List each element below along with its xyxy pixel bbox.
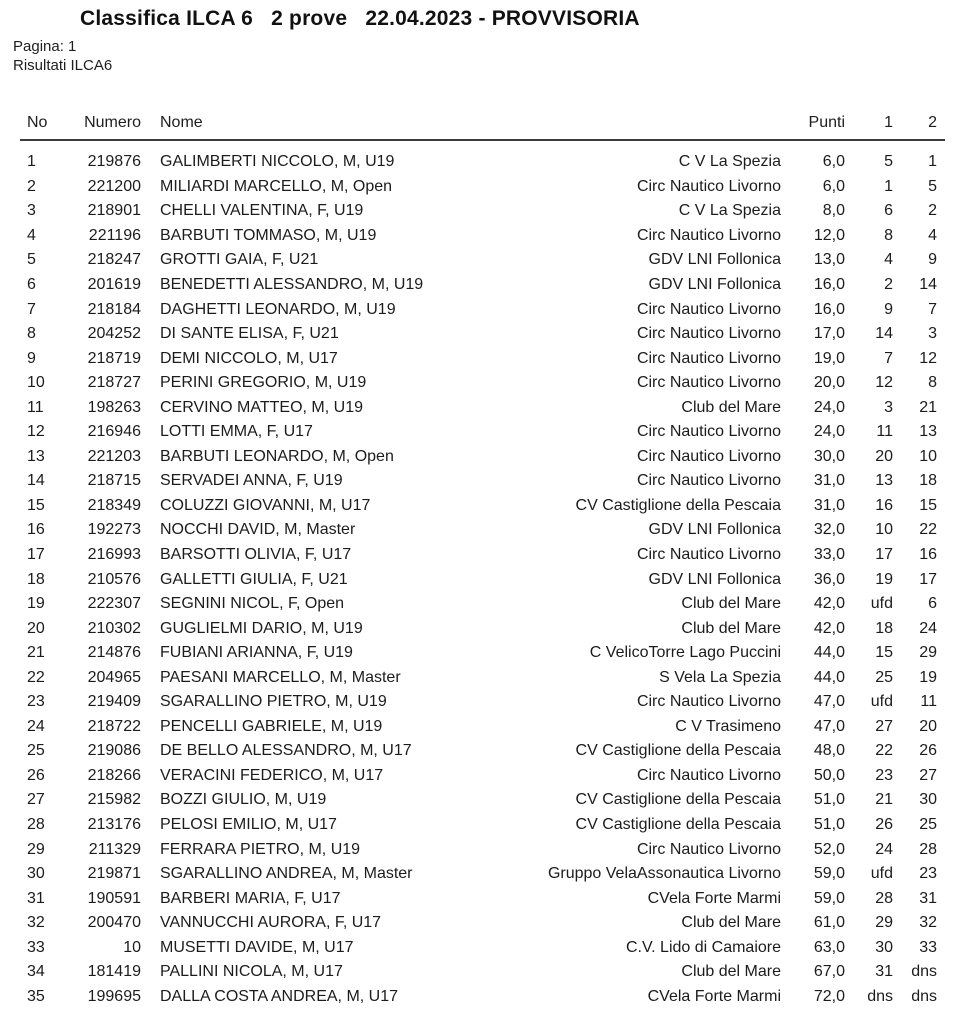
sail-number-cell: 216993 <box>87 546 141 564</box>
sail-number-cell: 181419 <box>87 963 141 981</box>
rank-cell: 19 <box>27 595 45 613</box>
race2-cell: 6 <box>928 595 937 613</box>
rank-cell: 6 <box>27 276 36 293</box>
page-title: Classifica ILCA 6 2 prove 22.04.2023 - PROVVISORIA <box>80 7 640 30</box>
race2-cell: 19 <box>919 668 937 686</box>
table-row <box>25 641 937 666</box>
points-cell: 6,0 <box>822 153 845 171</box>
header-race2: 2 <box>928 114 937 131</box>
rank-cell: 8 <box>27 325 36 343</box>
club-cell: GDV LNI Follonica <box>648 521 781 539</box>
rank-cell: 16 <box>27 521 45 539</box>
table-row <box>25 224 937 249</box>
rank-cell: 21 <box>27 644 45 662</box>
club-cell: Circ Nautico Livorno <box>636 300 781 318</box>
points-cell: 51,0 <box>813 816 845 834</box>
sail-number-cell: 213176 <box>87 816 141 834</box>
name-cell: SERVADEI ANNA, F, U19 <box>160 472 343 490</box>
rank-cell: 25 <box>27 742 45 760</box>
race1-cell: 13 <box>875 472 893 490</box>
name-cell: BARBUTI TOMMASO, M, U19 <box>160 226 377 244</box>
club-cell: C VelicoTorre Lago Puccini <box>589 644 781 662</box>
club-cell: Circ Nautico Livorno <box>636 325 781 343</box>
rank-cell: 18 <box>27 570 45 588</box>
rank-cell: 11 <box>27 398 44 416</box>
race2-cell: 25 <box>919 816 937 834</box>
name-cell: CHELLI VALENTINA, F, U19 <box>160 202 364 220</box>
race2-cell: 18 <box>919 472 937 490</box>
points-cell: 13,0 <box>813 251 845 269</box>
sail-number-cell: 216946 <box>87 423 141 441</box>
table-row <box>25 813 937 838</box>
table-row <box>25 764 937 789</box>
points-cell: 67,0 <box>813 963 845 981</box>
club-cell: CVela Forte Marmi <box>647 889 781 907</box>
name-cell: GROTTI GAIA, F, U21 <box>160 251 319 269</box>
name-cell: MILIARDI MARCELLO, M, Open <box>160 177 393 195</box>
name-cell: COLUZZI GIOVANNI, M, U17 <box>160 496 371 514</box>
rank-cell: 12 <box>27 423 45 441</box>
table-row <box>25 567 937 592</box>
sail-number-cell: 199695 <box>87 987 141 1005</box>
race2-cell: 33 <box>919 938 937 956</box>
sail-number-cell: 204965 <box>87 668 141 686</box>
sail-number-cell: 215982 <box>87 791 141 809</box>
rank-cell: 7 <box>27 300 36 318</box>
club-cell: Club del Mare <box>681 619 781 637</box>
sail-number-cell: 200470 <box>87 914 141 932</box>
race1-cell: 18 <box>875 619 893 637</box>
table-row <box>25 445 937 470</box>
table-row <box>25 175 937 200</box>
sail-number-cell: 204252 <box>87 325 141 343</box>
table-row <box>25 862 937 887</box>
table-row <box>25 543 937 568</box>
name-cell: NOCCHI DAVID, M, Master <box>160 521 356 539</box>
points-cell: 59,0 <box>813 889 845 907</box>
race2-cell: 15 <box>919 496 937 514</box>
race1-cell: 28 <box>875 889 893 907</box>
rank-cell: 27 <box>27 791 45 809</box>
table-row <box>25 150 937 175</box>
results-table <box>0 109 965 1009</box>
points-cell: 44,0 <box>813 644 845 662</box>
rank-cell: 31 <box>27 889 45 907</box>
name-cell: SEGNINI NICOL, F, Open <box>160 595 345 613</box>
header-punti: Punti <box>808 114 845 131</box>
name-cell: LOTTI EMMA, F, U17 <box>160 423 313 441</box>
name-cell: BARSOTTI OLIVIA, F, U17 <box>160 546 352 564</box>
table-row <box>25 960 937 985</box>
rank-cell: 22 <box>27 668 45 686</box>
club-cell: GDV LNI Follonica <box>648 276 781 293</box>
race1-cell: 4 <box>884 251 893 269</box>
race1-cell: 27 <box>875 717 893 735</box>
table-row <box>25 690 937 715</box>
table-row <box>25 346 937 371</box>
race1-cell: 12 <box>875 374 893 392</box>
sail-number-cell: 201619 <box>87 276 141 293</box>
rank-cell: 3 <box>27 202 36 220</box>
name-cell: BARBUTI LEONARDO, M, Open <box>160 447 394 465</box>
header-no: No <box>27 114 48 131</box>
table-row <box>25 788 937 813</box>
name-cell: FERRARA PIETRO, M, U19 <box>160 840 361 858</box>
rank-cell: 14 <box>27 472 45 490</box>
rank-cell: 1 <box>27 153 36 171</box>
sail-number-cell: 222307 <box>87 595 141 613</box>
table-row <box>25 911 937 936</box>
club-cell: CV Castiglione della Pescaia <box>575 791 781 809</box>
sail-number-cell: 219871 <box>87 865 141 883</box>
club-cell: C V La Spezia <box>678 153 781 171</box>
table-row <box>25 248 937 273</box>
race1-cell: ufd <box>870 693 893 711</box>
race1-cell: 1 <box>884 177 893 195</box>
club-cell: Club del Mare <box>681 914 781 932</box>
race1-cell: 15 <box>875 644 893 662</box>
race2-cell: dns <box>911 963 937 981</box>
rank-cell: 17 <box>27 546 45 564</box>
race1-cell: 14 <box>875 325 893 343</box>
race2-cell: dns <box>911 987 937 1005</box>
race2-cell: 17 <box>919 570 937 588</box>
club-cell: CV Castiglione della Pescaia <box>575 742 781 760</box>
club-cell: C V La Spezia <box>678 202 781 220</box>
points-cell: 42,0 <box>813 619 845 637</box>
table-row <box>25 715 937 740</box>
points-cell: 24,0 <box>813 398 845 416</box>
points-cell: 12,0 <box>813 226 845 244</box>
name-cell: PERINI GREGORIO, M, U19 <box>160 374 367 392</box>
race2-cell: 23 <box>919 865 937 883</box>
rank-cell: 15 <box>27 496 45 514</box>
race1-cell: 24 <box>875 840 893 858</box>
race2-cell: 9 <box>928 251 937 269</box>
points-cell: 44,0 <box>813 668 845 686</box>
race1-cell: 21 <box>875 791 893 809</box>
table-row <box>25 592 937 617</box>
points-cell: 8,0 <box>822 202 845 220</box>
table-row <box>25 518 937 543</box>
sail-number-cell: 218727 <box>87 374 141 392</box>
sail-number-cell: 219086 <box>87 742 141 760</box>
race2-cell: 7 <box>928 300 937 318</box>
name-cell: CERVINO MATTEO, M, U19 <box>160 398 363 416</box>
club-cell: C.V. Lido di Camaiore <box>625 938 781 956</box>
race1-cell: 7 <box>884 349 893 367</box>
name-cell: DALLA COSTA ANDREA, M, U17 <box>160 987 399 1005</box>
name-cell: BENEDETTI ALESSANDRO, M, U19 <box>160 276 424 293</box>
rank-cell: 32 <box>27 914 45 932</box>
sail-number-cell: 210576 <box>87 570 141 588</box>
table-row <box>25 936 937 961</box>
name-cell: GALLETTI GIULIA, F, U21 <box>160 570 348 588</box>
rank-cell: 33 <box>27 938 45 956</box>
points-cell: 51,0 <box>813 791 845 809</box>
table-row <box>25 616 937 641</box>
points-cell: 20,0 <box>813 374 845 392</box>
race2-cell: 26 <box>919 742 937 760</box>
sail-number-cell: 218349 <box>87 496 141 514</box>
sail-number-cell: 218184 <box>87 300 141 318</box>
results-subtitle: Risultati ILCA6 <box>13 57 113 74</box>
name-cell: FUBIANI ARIANNA, F, U19 <box>160 644 353 662</box>
rank-cell: 10 <box>27 374 45 392</box>
header-divider <box>20 139 945 141</box>
points-cell: 50,0 <box>813 766 845 784</box>
table-row <box>25 199 937 224</box>
rank-cell: 26 <box>27 766 45 784</box>
race1-cell: 23 <box>875 766 893 784</box>
club-cell: Club del Mare <box>681 963 781 981</box>
race2-cell: 30 <box>919 791 937 809</box>
race1-cell: ufd <box>870 595 893 613</box>
name-cell: DAGHETTI LEONARDO, M, U19 <box>160 300 396 318</box>
race1-cell: 29 <box>875 914 893 932</box>
race1-cell: 16 <box>875 496 893 514</box>
name-cell: GUGLIELMI DARIO, M, U19 <box>160 619 363 637</box>
results-table-body <box>25 150 937 1009</box>
club-cell: Circ Nautico Livorno <box>636 349 781 367</box>
race2-cell: 14 <box>919 276 937 293</box>
table-header-row <box>25 109 937 137</box>
rank-cell: 28 <box>27 816 45 834</box>
race2-cell: 24 <box>919 619 937 637</box>
points-cell: 6,0 <box>822 177 845 195</box>
sail-number-cell: 214876 <box>87 644 141 662</box>
rank-cell: 35 <box>27 987 45 1005</box>
sail-number-cell: 219409 <box>87 693 141 711</box>
club-cell: CV Castiglione della Pescaia <box>575 816 781 834</box>
table-row <box>25 322 937 347</box>
race2-cell: 11 <box>920 693 937 711</box>
points-cell: 16,0 <box>813 276 845 293</box>
points-cell: 30,0 <box>813 447 845 465</box>
race2-cell: 22 <box>919 521 937 539</box>
table-row <box>25 665 937 690</box>
race2-cell: 21 <box>919 398 937 416</box>
rank-cell: 9 <box>27 349 36 367</box>
club-cell: Club del Mare <box>681 398 781 416</box>
race2-cell: 4 <box>928 226 937 244</box>
sail-number-cell: 210302 <box>87 619 141 637</box>
name-cell: DI SANTE ELISA, F, U21 <box>160 325 339 343</box>
race2-cell: 2 <box>928 202 937 220</box>
race2-cell: 8 <box>928 374 937 392</box>
table-row <box>25 420 937 445</box>
name-cell: SGARALLINO PIETRO, M, U19 <box>160 693 387 711</box>
race1-cell: 11 <box>876 423 893 441</box>
race1-cell: 25 <box>875 668 893 686</box>
header-numero: Numero <box>84 114 141 131</box>
name-cell: PALLINI NICOLA, M, U17 <box>160 963 343 981</box>
name-cell: DEMI NICCOLO, M, U17 <box>160 349 338 367</box>
club-cell: Circ Nautico Livorno <box>636 546 781 564</box>
table-row <box>25 395 937 420</box>
name-cell: PENCELLI GABRIELE, M, U19 <box>160 717 383 735</box>
name-cell: GALIMBERTI NICCOLO, M, U19 <box>160 153 395 171</box>
club-cell: S Vela La Spezia <box>659 668 781 686</box>
points-cell: 47,0 <box>813 717 845 735</box>
table-row <box>25 494 937 519</box>
rank-cell: 13 <box>27 447 45 465</box>
race2-cell: 16 <box>919 546 937 564</box>
club-cell: GDV LNI Follonica <box>648 570 781 588</box>
points-cell: 48,0 <box>813 742 845 760</box>
points-cell: 61,0 <box>813 914 845 932</box>
points-cell: 16,0 <box>813 300 845 318</box>
rank-cell: 24 <box>27 717 45 735</box>
name-cell: PAESANI MARCELLO, M, Master <box>160 668 401 686</box>
points-cell: 24,0 <box>813 423 845 441</box>
race2-cell: 20 <box>919 717 937 735</box>
race1-cell: 9 <box>884 300 893 318</box>
name-cell: PELOSI EMILIO, M, U17 <box>160 816 337 834</box>
sail-number-cell: 211329 <box>88 840 141 858</box>
table-row <box>25 985 937 1010</box>
rank-cell: 34 <box>27 963 45 981</box>
points-cell: 33,0 <box>813 546 845 564</box>
rank-cell: 29 <box>27 840 45 858</box>
rank-cell: 5 <box>27 251 36 269</box>
rank-cell: 2 <box>27 177 36 195</box>
race2-cell: 5 <box>928 177 937 195</box>
table-row <box>25 273 937 298</box>
club-cell: Gruppo VelaAssonautica Livorno <box>547 865 781 883</box>
table-row <box>25 469 937 494</box>
sail-number-cell: 218901 <box>87 202 141 220</box>
club-cell: CV Castiglione della Pescaia <box>575 496 781 514</box>
race1-cell: 2 <box>884 276 893 293</box>
race1-cell: ufd <box>870 865 893 883</box>
race1-cell: 31 <box>875 963 893 981</box>
race1-cell: 17 <box>875 546 893 564</box>
points-cell: 63,0 <box>813 938 845 956</box>
rank-cell: 4 <box>27 226 36 244</box>
sail-number-cell: 192273 <box>87 521 141 539</box>
club-cell: C V Trasimeno <box>675 717 781 735</box>
points-cell: 52,0 <box>813 840 845 858</box>
name-cell: VERACINI FEDERICO, M, U17 <box>160 766 384 784</box>
points-cell: 19,0 <box>813 349 845 367</box>
table-row <box>25 297 937 322</box>
club-cell: CVela Forte Marmi <box>647 987 781 1005</box>
race2-cell: 1 <box>928 153 937 171</box>
race1-cell: 20 <box>875 447 893 465</box>
club-cell: Circ Nautico Livorno <box>636 840 781 858</box>
sail-number-cell: 221196 <box>88 226 141 244</box>
race1-cell: 19 <box>875 570 893 588</box>
points-cell: 31,0 <box>813 472 845 490</box>
table-row <box>25 739 937 764</box>
sail-number-cell: 221203 <box>87 447 141 465</box>
points-cell: 72,0 <box>813 987 845 1005</box>
race1-cell: 30 <box>875 938 893 956</box>
sail-number-cell: 221200 <box>87 177 141 195</box>
race2-cell: 27 <box>919 766 937 784</box>
club-cell: Circ Nautico Livorno <box>636 766 781 784</box>
sail-number-cell: 190591 <box>87 889 141 907</box>
table-row <box>25 886 937 911</box>
club-cell: GDV LNI Follonica <box>648 251 781 269</box>
race1-cell: 10 <box>875 521 893 539</box>
name-cell: VANNUCCHI AURORA, F, U17 <box>160 914 382 932</box>
race1-cell: 6 <box>884 202 893 220</box>
race2-cell: 13 <box>919 423 937 441</box>
points-cell: 36,0 <box>813 570 845 588</box>
sail-number-cell: 218719 <box>87 349 141 367</box>
sail-number-cell: 10 <box>123 938 141 956</box>
page-number-label: Pagina: 1 <box>13 38 77 55</box>
points-cell: 42,0 <box>813 595 845 613</box>
header-race1: 1 <box>884 114 893 131</box>
points-cell: 59,0 <box>813 865 845 883</box>
club-cell: Circ Nautico Livorno <box>636 226 781 244</box>
club-cell: Circ Nautico Livorno <box>636 693 781 711</box>
rank-cell: 23 <box>27 693 45 711</box>
club-cell: Circ Nautico Livorno <box>636 472 781 490</box>
rank-cell: 20 <box>27 619 45 637</box>
table-row <box>25 371 937 396</box>
points-cell: 31,0 <box>813 496 845 514</box>
points-cell: 32,0 <box>813 521 845 539</box>
club-cell: Circ Nautico Livorno <box>636 177 781 195</box>
race1-cell: 3 <box>884 398 893 416</box>
race2-cell: 10 <box>919 447 937 465</box>
points-cell: 47,0 <box>813 693 845 711</box>
name-cell: SGARALLINO ANDREA, M, Master <box>160 865 413 883</box>
race2-cell: 12 <box>919 349 937 367</box>
name-cell: BARBERI MARIA, F, U17 <box>160 889 341 907</box>
club-cell: Circ Nautico Livorno <box>636 423 781 441</box>
race1-cell: 5 <box>884 153 893 171</box>
rank-cell: 30 <box>27 865 45 883</box>
name-cell: BOZZI GIULIO, M, U19 <box>160 791 327 809</box>
sail-number-cell: 218715 <box>87 472 141 490</box>
sail-number-cell: 218722 <box>87 717 141 735</box>
race2-cell: 31 <box>919 889 937 907</box>
club-cell: Circ Nautico Livorno <box>636 447 781 465</box>
name-cell: MUSETTI DAVIDE, M, U17 <box>160 938 354 956</box>
sail-number-cell: 198263 <box>87 398 141 416</box>
race1-cell: 8 <box>884 226 893 244</box>
race2-cell: 28 <box>919 840 937 858</box>
table-row <box>25 837 937 862</box>
race2-cell: 32 <box>919 914 937 932</box>
race1-cell: 26 <box>875 816 893 834</box>
race2-cell: 29 <box>919 644 937 662</box>
sail-number-cell: 219876 <box>87 153 141 171</box>
race1-cell: dns <box>867 987 893 1005</box>
race1-cell: 22 <box>875 742 893 760</box>
sail-number-cell: 218247 <box>87 251 141 269</box>
header-nome: Nome <box>160 114 203 131</box>
club-cell: Club del Mare <box>681 595 781 613</box>
club-cell: Circ Nautico Livorno <box>636 374 781 392</box>
sail-number-cell: 218266 <box>87 766 141 784</box>
points-cell: 17,0 <box>813 325 845 343</box>
name-cell: DE BELLO ALESSANDRO, M, U17 <box>160 742 412 760</box>
race2-cell: 3 <box>928 325 937 343</box>
